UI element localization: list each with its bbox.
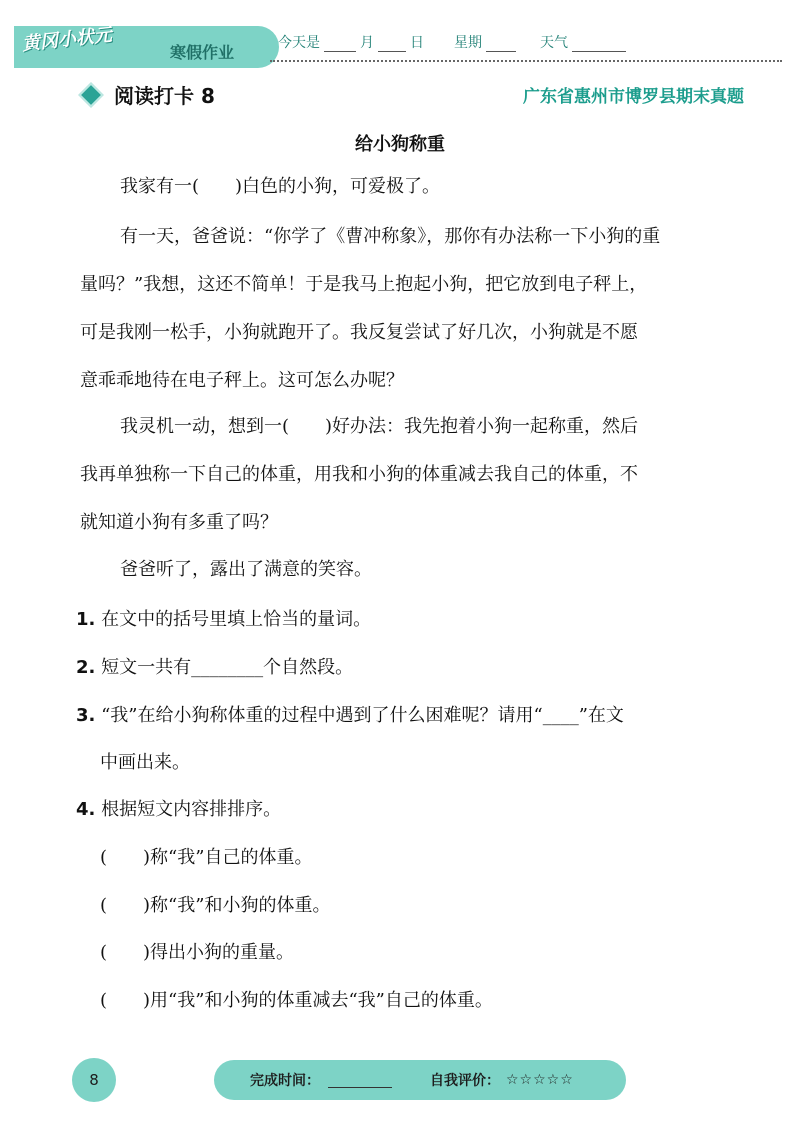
text-line: 有一天，爸爸说：“你学了《曹冲称象》，那你有办法称一下小狗的重 [120, 226, 661, 247]
question-3 [76, 701, 624, 727]
question-text: “我”在给小狗称体重的过程中遇到了什么困难呢？请用“____”在文 [101, 705, 624, 726]
question-2 [76, 653, 353, 679]
exam-source: 广东省惠州市博罗县期末真题 [523, 87, 744, 107]
text-line: 我灵机一动，想到一( )好办法：我先抱着小狗一起称重，然后 [120, 416, 639, 437]
header-divider [270, 60, 782, 62]
date-month-label: 月 [360, 35, 374, 51]
question-4 [76, 795, 281, 821]
question-number: 4. [76, 799, 96, 820]
paragraph-4 [80, 546, 720, 594]
order-option: ( )称“我”自己的体重。 [100, 847, 313, 868]
self-eval-label: 自我评价： [430, 1073, 500, 1089]
paragraph-3 [80, 403, 720, 547]
question-text: 根据短文内容排排序。 [101, 799, 282, 820]
week-blank [486, 32, 516, 52]
complete-time-label: 完成时间： [250, 1073, 320, 1089]
date-week-label: 星期 [454, 35, 482, 51]
passage-title: 给小狗称重 [355, 134, 445, 155]
month-blank [324, 32, 356, 52]
order-option: ( )称“我”和小狗的体重。 [100, 895, 331, 916]
star-rating-icon: ☆☆☆☆☆ [506, 1072, 574, 1088]
date-day-label: 日 [410, 35, 424, 51]
order-option: ( )用“我”和小狗的体重减去“我”自己的体重。 [100, 990, 493, 1011]
card-title-text: 阅读打卡 8 [114, 84, 215, 108]
date-today-label: 今天是 [278, 35, 320, 51]
text-line: 我再单独称一下自己的体重，用我和小狗的体重减去我自己的体重，不 [80, 464, 638, 485]
order-option: ( )得出小狗的重量。 [100, 942, 295, 963]
card-title [82, 80, 215, 109]
question-text: 短文一共有________个自然段。 [101, 657, 354, 678]
question-number: 3. [76, 705, 96, 726]
date-weather-label: 天气 [540, 35, 568, 51]
question-text: 在文中的括号里填上恰当的量词。 [101, 609, 372, 630]
day-blank [378, 32, 406, 52]
diamond-icon [78, 82, 103, 107]
question-1 [76, 605, 371, 631]
date-bar [278, 32, 630, 52]
brand-logo: 黄冈小状元 [21, 24, 113, 55]
text-line: 意乖乖地待在电子秤上。这可怎么办呢？ [80, 370, 404, 391]
weather-blank [572, 32, 626, 52]
text-line: 量吗？”我想，这还不简单！于是我马上抱起小狗，把它放到电子秤上， [80, 274, 648, 295]
paragraph-2 [80, 213, 720, 405]
question-3-continued: 中画出来。 [100, 752, 190, 773]
footer-bar [214, 1060, 626, 1100]
question-number: 1. [76, 609, 96, 630]
brand-subtitle: 寒假作业 [170, 43, 235, 62]
text-line: 爸爸听了，露出了满意的笑容。 [120, 559, 372, 580]
page-number: 8 [72, 1058, 116, 1102]
text-line: 我家有一( )白色的小狗，可爱极了。 [120, 176, 441, 197]
complete-time-blank [328, 1073, 392, 1088]
text-line: 可是我刚一松手，小狗就跑开了。我反复尝试了好几次，小狗就是不愿 [80, 322, 638, 343]
question-number: 2. [76, 657, 96, 678]
text-line: 就知道小狗有多重了吗？ [80, 512, 278, 533]
paragraph-1 [80, 163, 720, 211]
